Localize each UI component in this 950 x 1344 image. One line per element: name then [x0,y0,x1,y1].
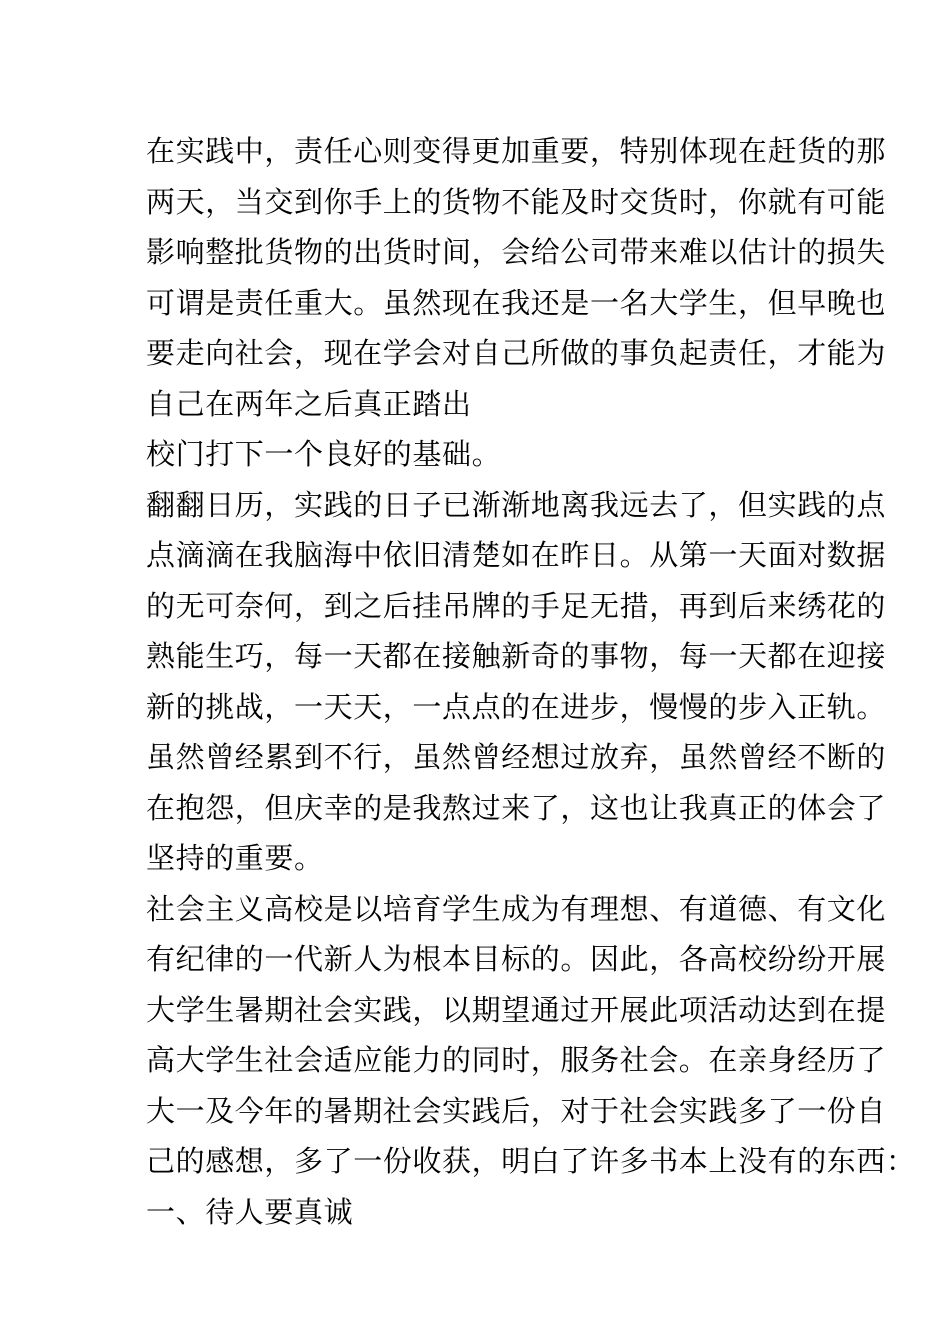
text-line: 一、待人要真诚 [146,1194,354,1229]
text-line: 点滴滴在我脑海中依旧清楚如在昨日。从第一天面对数据 [146,538,887,572]
text-line: 在抱怨，但庆幸的是我熬过来了，这也让我真正的体会了 [146,790,887,825]
text-line: 两天，当交到你手上的货物不能及时交货时，你就有可能 [146,184,887,219]
text-line: 自己在两年之后真正踏出 [146,386,472,421]
text-line: 坚持的重要。 [146,841,324,875]
text-line: 的无可奈何，到之后挂吊牌的手足无措，再到后来绣花的 [146,588,887,623]
text-line: 影响整批货物的出货时间，会给公司带来难以估计的损失 [146,235,887,269]
body-text [146,126,916,1237]
text-line: 大学生暑期社会实践，以期望通过开展此项活动达到在提 [146,992,887,1027]
text-line: 熟能生巧，每一天都在接触新奇的事物，每一天都在迎接 [146,639,887,673]
text-line: 翻翻日历，实践的日子已渐渐地离我远去了，但实践的点 [146,487,887,522]
text-line: 校门打下一个良好的基础。 [146,437,502,471]
text-line: 高大学生社会适应能力的同时，服务社会。在亲身经历了 [146,1043,887,1077]
text-line: 要走向社会，现在学会对自己所做的事负起责任，才能为 [146,336,887,370]
text-line: 可谓是责任重大。虽然现在我还是一名大学生，但早晚也 [146,285,887,320]
text-line: 新的挑战，一天天，一点点的在进步，慢慢的步入正轨。 [146,689,887,724]
text-line: 在实践中，责任心则变得更加重要，特别体现在赶货的那 [146,134,887,168]
text-line: 有纪律的一代新人为根本目标的。因此，各高校纷纷开展 [146,942,887,976]
text-line: 虽然曾经累到不行，虽然曾经想过放弃，虽然曾经不断的 [146,740,887,774]
text-line: 己的感想，多了一份收获，明白了许多书本上没有的东西： [146,1144,916,1178]
text-line: 社会主义高校是以培育学生成为有理想、有道德、有文化 [146,891,887,926]
text-line: 大一及今年的暑期社会实践后，对于社会实践多了一份自 [146,1093,887,1128]
